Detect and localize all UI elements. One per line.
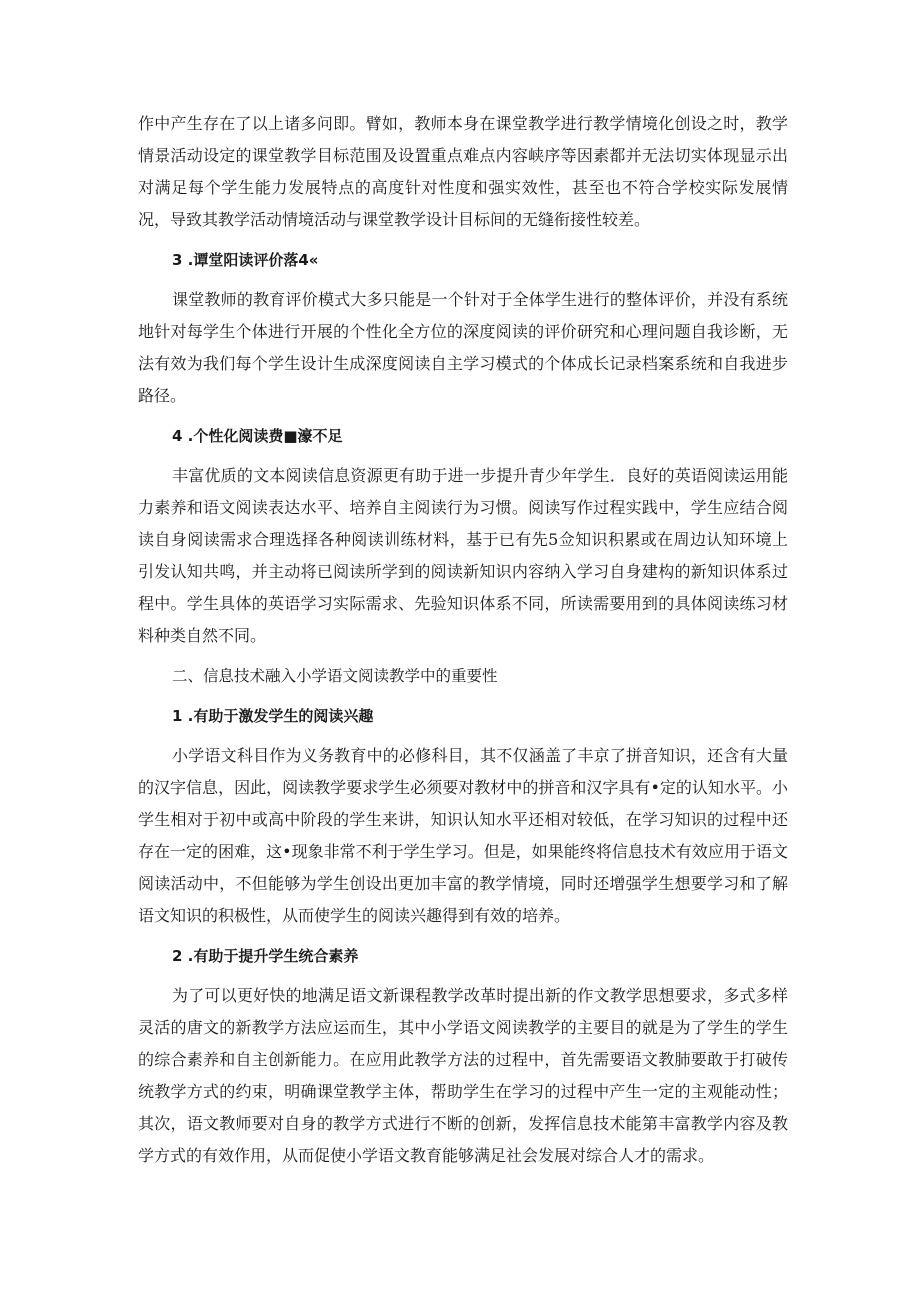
paragraph-interest: 小学语文科目作为义务教育中的必修科目，其不仅涵盖了丰京了拼音知识，还含有大量的汉字信息，因此，阅读教学要求学生必须要对教材中的拼音和汉字具有•定的认知水平。小学生相对于初中或高中阶段的学生来讲，知识认知水平还相对较低，在学习知识的过程中还存在一定的困难，这•现象非常不利于学生学习。但是，如果能终将信息技术有效应用于语文阅读活动中，不但能够为学生创设出更加丰富的教学情境，同时还增强学生想要学习和了解语文知识的积极性，从而使学生的阅读兴趣得到有效的培养。: [138, 746, 788, 925]
section-heading-3: 3 .谭堂阳读评价落4«: [172, 251, 319, 269]
section-heading-4: 4 .个性化阅读费■濠不足: [172, 427, 343, 445]
paragraph-literacy: 为了可以更好快的地满足语文新课程教学改革时提出新的作文教学思想要求，多式多样灵活的唐文的新教学方法应运而生，其中小学语文阅读教学的主要目的就是为了学生的学生的综合素养和自主创新能力。在应用此教学方法的过程中，首先需要语文教肺要敢于打破传统教学方式的约束，明确课堂教学主体，帮助学生在学习的过程中产生一定的主观能动性；其次，语文教师要对自身的教学方式进行不断的创新，发挥信息技术能第丰富教学内容及教学方式的有效作用，从而促使小学语文教育能够满足社会发展对综合人才的需求。: [138, 986, 788, 1165]
paragraph-evaluation: 课堂教师的教育评价模式大多只能是一个针对于全体学生进行的整体评价，并没有系统地针对每学生个体进行开展的个性化全方位的深度阅读的评价研究和心理问题自我诊断，无法有效为我们每个学生设计生成深度阅读自主学习模式的个体成长记录档案系统和自我进步路径。: [138, 290, 788, 405]
chapter-heading-importance: 二、信息技术融入小学语文阅读教学中的重要性: [172, 667, 498, 685]
subsection-heading-1: 1 .有助于激发学生的阅读兴趣: [172, 707, 374, 725]
document-page: [138, 108, 788, 1180]
paragraph-continuation: 作中产生存在了以上诸多问即。臂如，教师本身在课堂教学进行教学情境化创设之时，教学情景活动设定的课堂教学目标范围及设置重点难点内容峡序等因素都并无法切实体现显示出对满足每个学生能力发展特点的高度针对性度和强实效性，甚至也不符合学校实际发展情况，导致其教学活动情境活动与课堂教学设计目标间的无缝衔接性较差。: [138, 114, 788, 229]
subsection-heading-2: 2 .有助于提升学生统合素养: [172, 947, 359, 965]
paragraph-resources: 丰富优质的文本阅读信息资源更有助于进一步提升青少年学生．良好的英语阅读运用能力素养和语文阅读表达水平、培养自主阅读行为习惯。阅读写作过程实践中，学生应结合阅读自身阅读需求合理选择各种阅读训练材料，基于已有先5佥知识积累或在周边认知环境上引发认知共鸣，并主动将已阅读所学到的阅读新知识内容纳入学习自身建构的新知识体系过程中。学生具体的英语学习实际需求、先验知识体系不同，所读需要用到的具体阅读练习材料种类自然不同。: [138, 466, 788, 645]
